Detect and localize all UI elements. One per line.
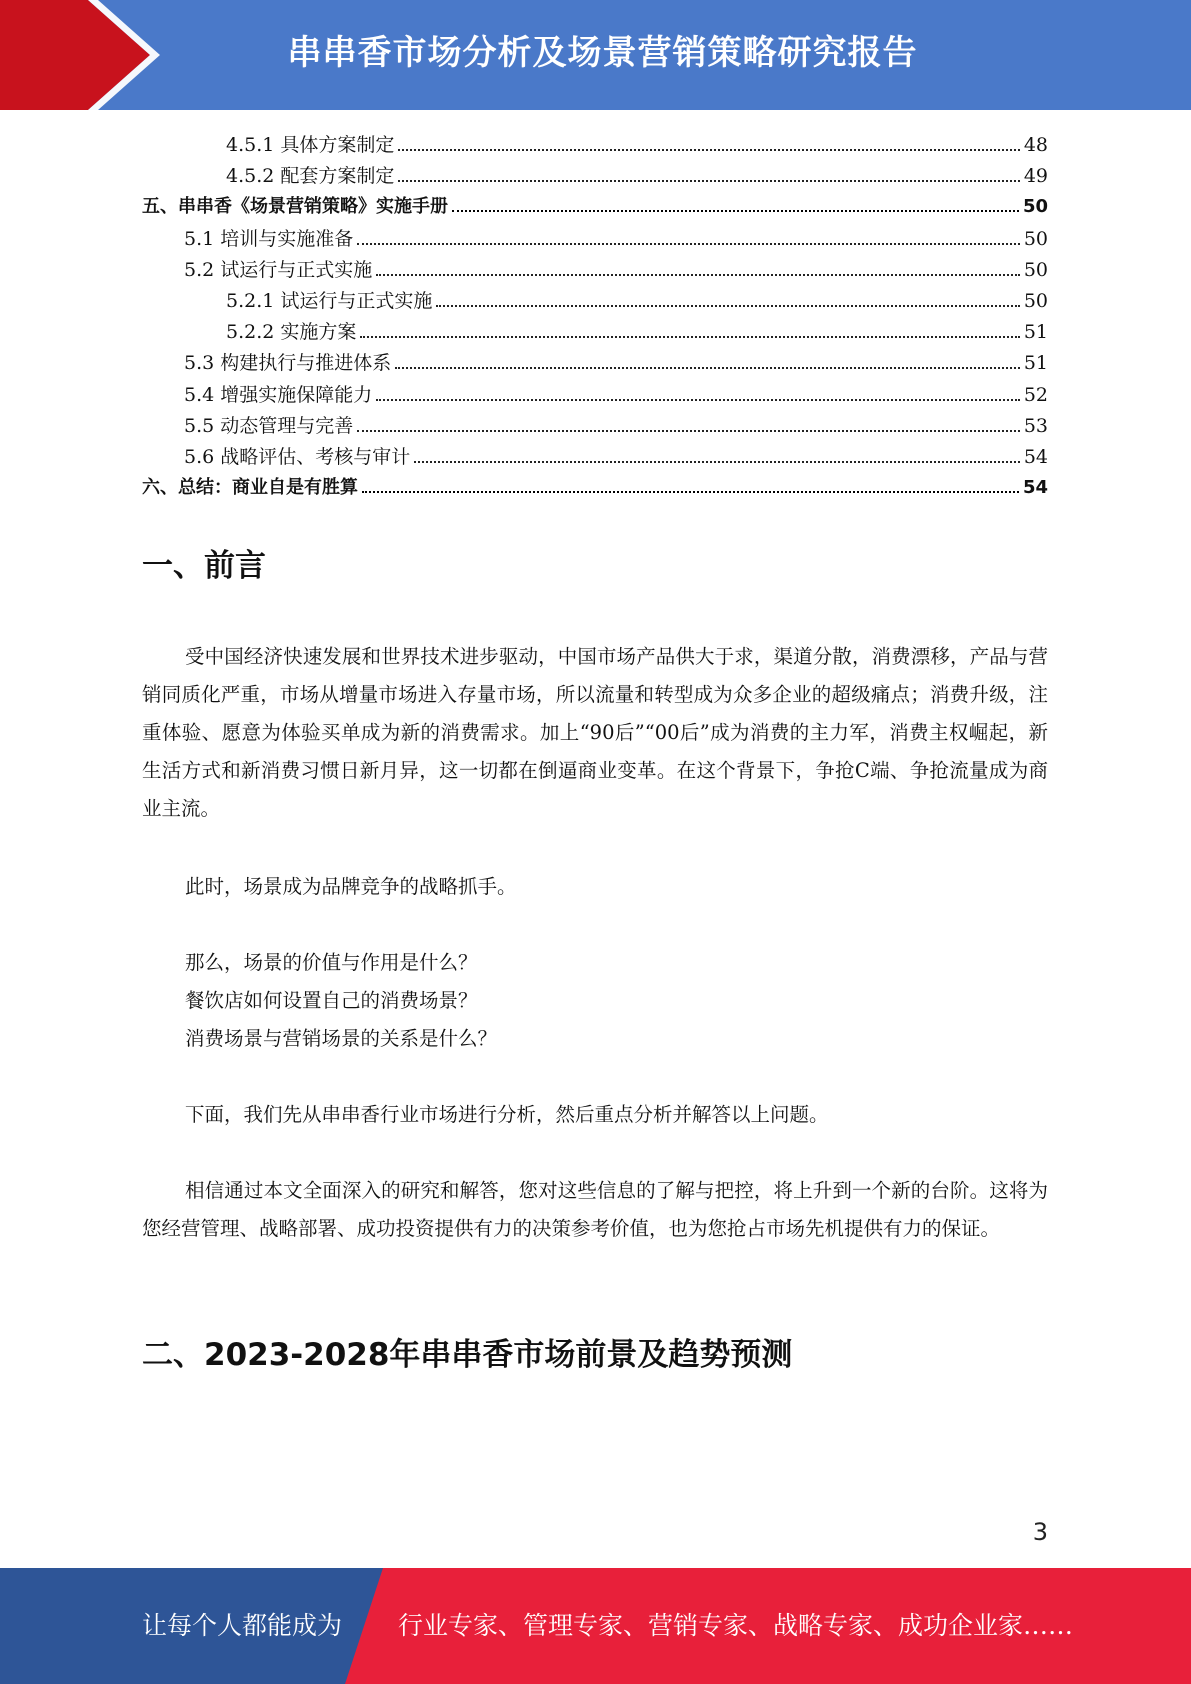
toc-dot-leader [376,398,1020,401]
toc-entry-title: 5.2.1 试运行与正式实施 [226,289,433,312]
toc-entry-title: 5.5 动态管理与完善 [184,414,354,437]
toc-entry-title: 4.5.1 具体方案制定 [226,134,395,156]
footer-slogan-right: 行业专家、管理专家、营销专家、战略专家、成功企业家…… [398,1611,1074,1640]
report-title: 串串香市场分析及场景营销策略研究报告 [287,33,918,73]
preface-body [142,638,1048,828]
toc-entry[interactable] [142,317,1048,348]
toc-entry-title: 5.2.2 实施方案 [226,321,357,344]
toc-dot-leader [414,460,1020,463]
toc-entry-title: 六、总结：商业自是有胜算 [142,477,358,499]
toc-entry[interactable] [142,380,1048,411]
toc-dot-leader [357,242,1020,245]
toc-entry-title: 5.4 增强实施保障能力 [184,383,373,406]
toc-entry-page: 48 [1023,134,1048,156]
toc-entry-page: 50 [1023,289,1048,312]
toc-entry-page: 49 [1023,165,1048,188]
toc-entry[interactable] [142,473,1048,504]
toc-dot-leader [362,490,1019,493]
toc-dot-leader [357,429,1020,432]
toc-entry-page: 51 [1023,321,1048,344]
toc-dot-leader [452,209,1019,212]
toc-dot-leader [395,366,1020,369]
toc-entry-title: 五、串串香《场景营销策略》实施手册 [142,196,448,218]
toc-dot-leader [376,273,1020,276]
toc-entry[interactable] [142,442,1048,473]
section-heading-preface: 一、前言 [142,548,266,584]
toc-entry-page: 50 [1023,258,1048,281]
preface-body-3 [142,1096,1048,1134]
toc-entry[interactable] [142,411,1048,442]
toc-entry-title: 4.5.2 配套方案制定 [226,165,395,188]
toc-entry-page: 54 [1023,445,1048,468]
toc-entry-page: 52 [1023,383,1048,406]
page-footer [0,1568,1191,1684]
toc-dot-leader [398,148,1019,151]
toc-entry-page: 50 [1022,196,1048,218]
toc-entry-page: 54 [1022,477,1048,499]
toc-entry-page: 51 [1023,352,1048,375]
toc-entry[interactable] [142,286,1048,317]
preface-questions [142,944,1048,1058]
toc-dot-leader [398,179,1019,182]
toc-entry-title: 5.6 战略评估、考核与审计 [184,445,411,468]
toc-entry-title: 5.1 培训与实施准备 [184,227,354,250]
toc-dot-leader [436,304,1019,307]
page-number: 3 [1032,1518,1048,1546]
page-header [0,0,1191,110]
table-of-contents [142,130,1048,504]
toc-entry[interactable] [142,161,1048,192]
toc-dot-leader [360,335,1019,338]
footer-slogan-left: 让每个人都能成为 [142,1611,343,1640]
toc-entry[interactable] [142,130,1048,161]
toc-entry[interactable] [142,224,1048,255]
toc-entry[interactable] [142,348,1048,379]
toc-entry-title: 5.3 构建执行与推进体系 [184,352,392,375]
toc-entry-title: 5.2 试运行与正式实施 [184,258,373,281]
toc-entry-page: 53 [1023,414,1048,437]
toc-entry[interactable] [142,255,1048,286]
toc-entry[interactable] [142,192,1048,223]
toc-entry-page: 50 [1023,227,1048,250]
question-item: 消费场景与营销场景的关系是什么？ [185,1027,498,1050]
preface-body-4 [142,1172,1048,1248]
question-item: 那么，场景的价值与作用是什么？ [185,951,478,974]
paragraph: 受中国经济快速发展和世界技术进步驱动，中国市场产品供大于求，渠道分散，消费漂移，产品与营销同质化严重，市场从增量市场进入存量市场，所以流量和转型成为众多企业的超级痛点；消费升级，注重体验、愿意为体验买单成为新的消费需求。加上“90后”“00后”成为消费的主力军，消费主权崛起，新生活方式和新消费习惯日新月异，这一切都在倒逼商业变革。在这个背景下，争抢C端、争抢流量成为商业主流。 [142,645,1048,820]
paragraph: 相信通过本文全面深入的研究和解答，您对这些信息的了解与把控，将上升到一个新的台阶。这将为您经营管理、战略部署、成功投资提供有力的决策参考价值，也为您抢占市场先机提供有力的保证。 [142,1179,1048,1240]
paragraph: 此时，场景成为品牌竞争的战略抓手。 [185,875,517,898]
section-heading-forecast: 二、2023-2028年串串香市场前景及趋势预测 [142,1337,793,1373]
question-item: 餐饮店如何设置自己的消费场景？ [185,989,478,1012]
preface-body-2 [142,868,1048,906]
paragraph: 下面，我们先从串串香行业市场进行分析，然后重点分析并解答以上问题。 [185,1103,829,1126]
